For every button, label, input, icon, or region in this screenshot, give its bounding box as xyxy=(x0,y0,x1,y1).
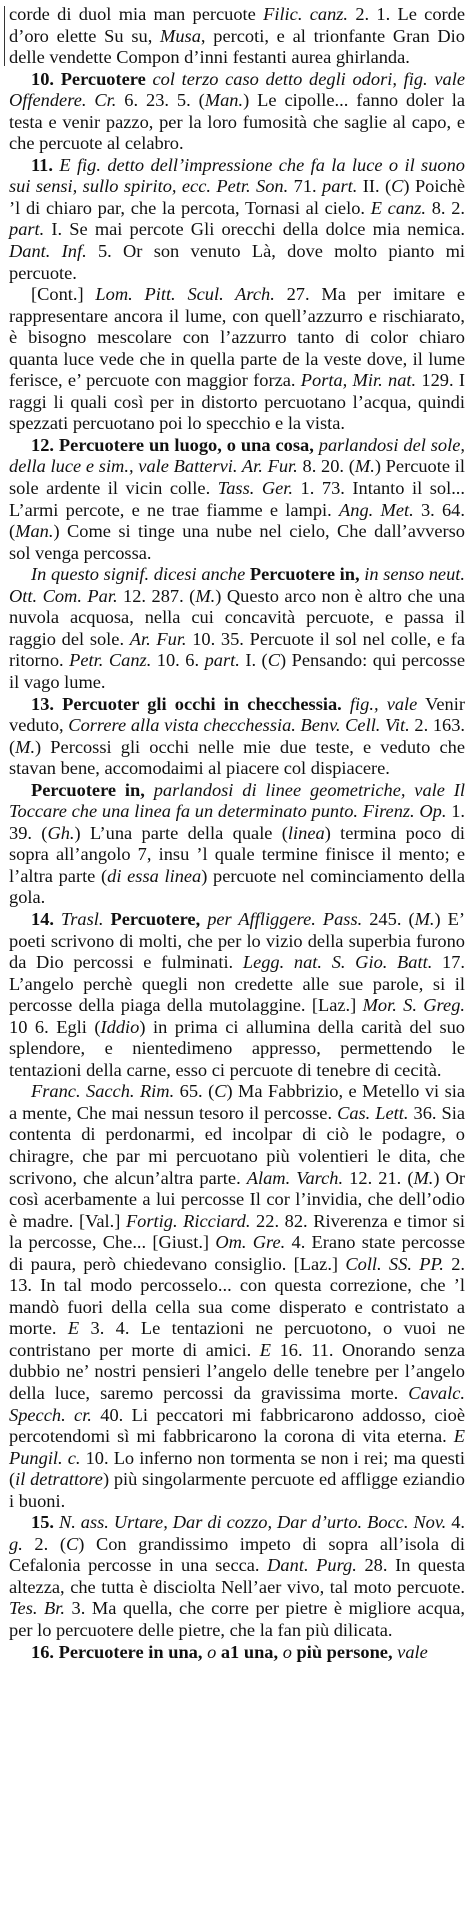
italic-run: Tass. Ger. xyxy=(217,478,294,499)
text-run: 71. xyxy=(288,176,323,197)
headword-run: 13. Percuoter gli occhi in checchessia. xyxy=(31,693,342,714)
italic-run: Fortig. Ricciard. xyxy=(125,1210,251,1231)
text-run: ) percuote nel cominciamento della gola. xyxy=(9,865,465,908)
text-run: ) Poichè ’l di chiaro par, che la percota, Tornasi al cielo. xyxy=(9,176,465,218)
italic-run: o xyxy=(278,1641,297,1662)
paragraph-sense-14 xyxy=(9,909,465,1081)
text-run: 36. Sia contenta di perdonarmi, ed incolpar di ciò le podagre, o chiragre, che par mi percuotano più volentieri le dita, che scrivono, che alcun’altra parte. xyxy=(9,1102,465,1188)
italic-run: Porta, Mir. nat. xyxy=(300,370,417,391)
headword-run: a1 una, xyxy=(220,1641,279,1662)
italic-run: o xyxy=(202,1641,221,1662)
headword-run: più persone, xyxy=(296,1641,393,1662)
headword-run: 14. xyxy=(31,908,54,929)
italic-run: Man. xyxy=(15,521,54,542)
italic-run: Man. xyxy=(204,90,244,111)
paragraph-sense-13 xyxy=(9,694,465,780)
italic-run: il detrattore xyxy=(15,1469,103,1490)
italic-run: Dant. Inf. xyxy=(9,241,87,262)
headword-run: 11. xyxy=(31,154,53,175)
italic-run: col terzo caso detto degli odori, fig. vale xyxy=(145,68,465,89)
italic-run: in senso neut. Ott. Com. Par. xyxy=(9,564,465,606)
italic-run: part. xyxy=(204,650,240,671)
text-run: ) più singolarmente percuote ed affligge eziandio i buoni. xyxy=(9,1469,465,1511)
italic-run: vale xyxy=(392,1641,428,1662)
text-run: II. ( xyxy=(357,176,392,197)
italic-run: E xyxy=(259,1339,271,1360)
text-run: 3. Ma quella, che corre per pietre è migliore acqua, per lo percuotere delle pietre, che la fan più dilicata. xyxy=(9,1598,465,1641)
text-run: 2. 1. Le corde d’oro elette Su su, xyxy=(9,4,465,46)
text-run: ) L’una parte della quale ( xyxy=(74,822,288,843)
italic-run: Tes. Br. xyxy=(9,1598,65,1619)
italic-run: per Affliggere. Pass. xyxy=(200,908,363,929)
paragraph-sense-16 xyxy=(9,1642,465,1664)
italic-run: E fig. detto dell’impressione che fa la luce o il suono sui sensi, sullo spirito, ecc. Petr. Son. xyxy=(9,154,465,197)
italic-run: Franc. Sacch. Rim. xyxy=(31,1081,175,1102)
italic-run: E Pungil. c. xyxy=(9,1426,465,1468)
text-run: 10. Lo inferno non tormenta se non i rei; ma questi ( xyxy=(9,1447,465,1490)
italic-run: Cavalc. Specch. cr. xyxy=(9,1383,465,1425)
text-run: 129. I raggi li quali così per in distorto percuotano l’acqua, quindi spezzati percuotano poi lo specchio e la vista. xyxy=(9,370,465,434)
italic-run: Ar. Fur. xyxy=(129,628,187,649)
italic-run: Musa xyxy=(160,25,201,46)
text-run: ) Pensando: qui percosse il vago lume. xyxy=(9,650,466,692)
italic-run: M. xyxy=(195,585,216,606)
text-run: 12. 287. ( xyxy=(117,585,196,606)
text-run: 4. xyxy=(446,1512,466,1533)
italic-run: Filic. canz. xyxy=(263,4,349,24)
text-run: 8. 2. xyxy=(425,197,466,218)
paragraph-continuation xyxy=(9,4,465,69)
headword-run: Percuotere in, xyxy=(31,779,145,800)
paragraph-sense-15 xyxy=(9,1512,465,1641)
italic-run: part. xyxy=(322,176,358,197)
italic-run: In questo signif. dicesi anche xyxy=(31,564,246,585)
text-run: 65. ( xyxy=(174,1081,215,1102)
text-run: ) Ma Fabbrizio, e Metello vi sia a mente, Che mai nessun tesoro il percosse. xyxy=(9,1081,466,1123)
headword-run: Percuotere in, xyxy=(245,564,360,585)
italic-run: parlandosi di linee geometriche, vale Il Toccare che una linea fa un determinato punto. Firenz. Op. xyxy=(9,779,465,822)
italic-run: M. xyxy=(414,908,435,929)
italic-run: Iddio xyxy=(100,1016,140,1037)
italic-run: E canz. xyxy=(370,197,426,218)
italic-run: Alam. Varch. xyxy=(246,1167,344,1188)
text-run: 27. Ma per imitare e rappresentare ancora il lume, con quell’azzurro e rischiarato, è bisogno mescolare con l’azzurro tanto di color chiaro quanta luce vede che in quella parte de la veste dove, il lume ferisce, e’ percuote con maggior forza. xyxy=(9,284,465,391)
text-run: ) Con grandissimo impeto di sopra all’isola di Cefalonia percosse in una secca. xyxy=(9,1533,465,1576)
text-run: 245. ( xyxy=(362,908,415,929)
paragraph-sense-14-cont xyxy=(9,1081,465,1512)
text-run: 4. Erano state percosse di paura, però chiedevano consiglio. [Laz.] xyxy=(9,1232,465,1274)
italic-run: M. xyxy=(15,736,36,757)
headword-run: 12. Percuotere un luogo, o una cosa, xyxy=(31,434,314,455)
italic-run: Ang. Met. xyxy=(339,499,414,520)
paragraph-sense-12-in xyxy=(9,564,465,693)
text-run: 6. 23. 5. ( xyxy=(116,90,205,111)
text-run: 17. L’angelo perchè quegli non credette alle sue parole, si il percosse della piaga della mutolaggine. [Laz.] xyxy=(9,952,465,1016)
paragraph-sense-11-cont xyxy=(9,284,465,435)
text-run: 8. 20. ( xyxy=(297,456,355,477)
italic-run: E xyxy=(67,1318,80,1339)
margin-rule xyxy=(4,6,5,66)
italic-run: N. ass. Urtare, Dar di cozzo, Dar d’urto. Bocc. Nov. xyxy=(54,1512,447,1533)
headword-run: Percuotere, xyxy=(103,908,201,929)
text-run: , percoti, e al trionfante Gran Dio delle vendette Compon d’inni festanti aurea ghirlanda. xyxy=(9,25,465,68)
italic-run: fig., vale xyxy=(341,693,418,714)
italic-run: C xyxy=(267,650,280,671)
text-run: 40. Li peccatori mi fabbricarono addosso, cioè percotendomi sì mi fabbricarono la corona di vita eterna. xyxy=(9,1404,465,1447)
italic-run: Coll. SS. PP. xyxy=(345,1253,444,1274)
text-run: ) in prima ci allumina della carità del suo splendore, e nientedimeno appresso, permettendo le tentazioni della carne, esso ci percuote di tenebre di cecità. xyxy=(9,1016,465,1080)
italic-run: C xyxy=(391,176,404,197)
text-run: Venir veduto, xyxy=(9,693,465,736)
text-run: 2. 163. ( xyxy=(9,715,465,757)
text-run: 1. 73. Intanto il sol... L’armi percote, e ne trae fiamme e lampi. xyxy=(9,478,465,520)
italic-run: g. xyxy=(9,1533,23,1554)
text-run: I. ( xyxy=(239,650,268,671)
text-run: ) Percossi gli occhi nelle mie due teste, e veduto che stavan bene, accomodaimi al piacere col dispiacere. xyxy=(9,736,465,779)
text-run: 12. 21. ( xyxy=(343,1167,414,1188)
text-run: 2. 13. In tal modo percosselo... con questa correzione, che ’l mandò fuori della cella sua come disperato e contristato a morte. xyxy=(9,1253,466,1339)
text-run: 10 6. Egli ( xyxy=(9,1016,101,1037)
italic-run: Lom. Pitt. Scul. Arch. xyxy=(95,284,275,305)
italic-run: C xyxy=(65,1533,79,1554)
text-run: ) Questo arco non è altro che una nuvola acquosa, nella cui concavità percuote, e passa il raggio del sole. xyxy=(9,585,466,649)
italic-run: parlandosi del sole, della luce e sim., vale Battervi. Ar. Fur. xyxy=(9,434,465,477)
headword-run: 16. Percuotere in una, xyxy=(31,1641,203,1662)
italic-run: Offendere. Cr. xyxy=(9,90,117,111)
italic-run: Gh. xyxy=(47,822,75,843)
paragraph-sense-12 xyxy=(9,435,465,564)
text-run: [Cont.] xyxy=(31,284,96,305)
paragraph-sense-11 xyxy=(9,155,465,284)
italic-run: Om. Gre. xyxy=(215,1232,286,1253)
text-run: 1. 39. ( xyxy=(9,801,465,843)
text-run: ) Come si tinge una nube nel cielo, Che dall’avverso sol venga percossa. xyxy=(9,521,465,563)
italic-run: Petr. Canz. xyxy=(69,650,152,671)
headword-run: 15. xyxy=(31,1512,54,1533)
text-run: ) termina poco di sopra all’angolo 7, insu ’l quale termine finisce il mento; e l’altra parte ( xyxy=(9,822,465,886)
text-run: ) Or così acerbamente a lui percosse Il cor l’invidia, che dell’odio è madre. [Val.] xyxy=(9,1167,465,1231)
text-run: 5. Or son venuto Là, dove molto pianto mi percuote. xyxy=(9,241,465,283)
text-run: 10. 35. Percuote il sol nel colle, e fa ritorno. xyxy=(9,628,465,671)
text-run: ) Le cipolle... fanno doler la testa e venir pazzo, per la loro fumosità che saglie al capo, e che percuote al celabro. xyxy=(9,90,465,154)
italic-run: part. xyxy=(9,219,45,240)
text-run: 3. 64. ( xyxy=(9,499,465,542)
headword-run: 10. Percuotere xyxy=(31,68,146,89)
text-run: 2. ( xyxy=(22,1533,66,1554)
italic-run: Legg. nat. S. Gio. Batt. xyxy=(242,952,433,973)
text-run: 3. 4. Le tentazioni ne percuotono, o vuoi ne contristano per morte di amici. xyxy=(9,1318,466,1360)
paragraph-sense-10 xyxy=(9,69,465,155)
italic-run: Mor. S. Greg. xyxy=(362,995,465,1016)
text-run: 22. 82. Riverenza e timor si la percosse, Che... [Giust.] xyxy=(9,1210,465,1253)
text-run: 28. In questa altezza, che tutta è disciolta Nell’aer vivo, tal moto percuote. xyxy=(9,1555,465,1597)
text-run: corde di duol mia man percuote xyxy=(9,4,264,24)
paragraph-sense-13-in xyxy=(9,780,465,909)
italic-run: linea xyxy=(287,822,325,843)
text-run: 10. 6. xyxy=(151,650,205,671)
text-run: ) Percuote il sole ardente il vicin colle. xyxy=(9,456,465,499)
text-run: 16. 11. Onorando senza dubbio ne’ nostri pensieri l’angelo delle tenebre per l’angelo della luce, saremo percossi da gravissima morte. xyxy=(9,1339,465,1403)
italic-run: Correre alla vista checchessia. Benv. Cell. Vit. xyxy=(68,715,410,736)
italic-run: M. xyxy=(354,456,375,477)
italic-run: Dant. Purg. xyxy=(267,1555,357,1576)
italic-run: di essa linea xyxy=(107,865,202,886)
italic-run: Cas. Lett. xyxy=(337,1102,409,1123)
text-run: I. Se mai percote Gli orecchi della dolce mia nemica. xyxy=(44,219,465,240)
text-run: ) E’ poeti scrivono di molti, che per lo vizio della superbia furono da Dio percossi e fulminati. xyxy=(9,908,465,973)
italic-run: Trasl. xyxy=(54,908,104,929)
italic-run: C xyxy=(214,1081,227,1102)
italic-run: M. xyxy=(413,1167,434,1188)
